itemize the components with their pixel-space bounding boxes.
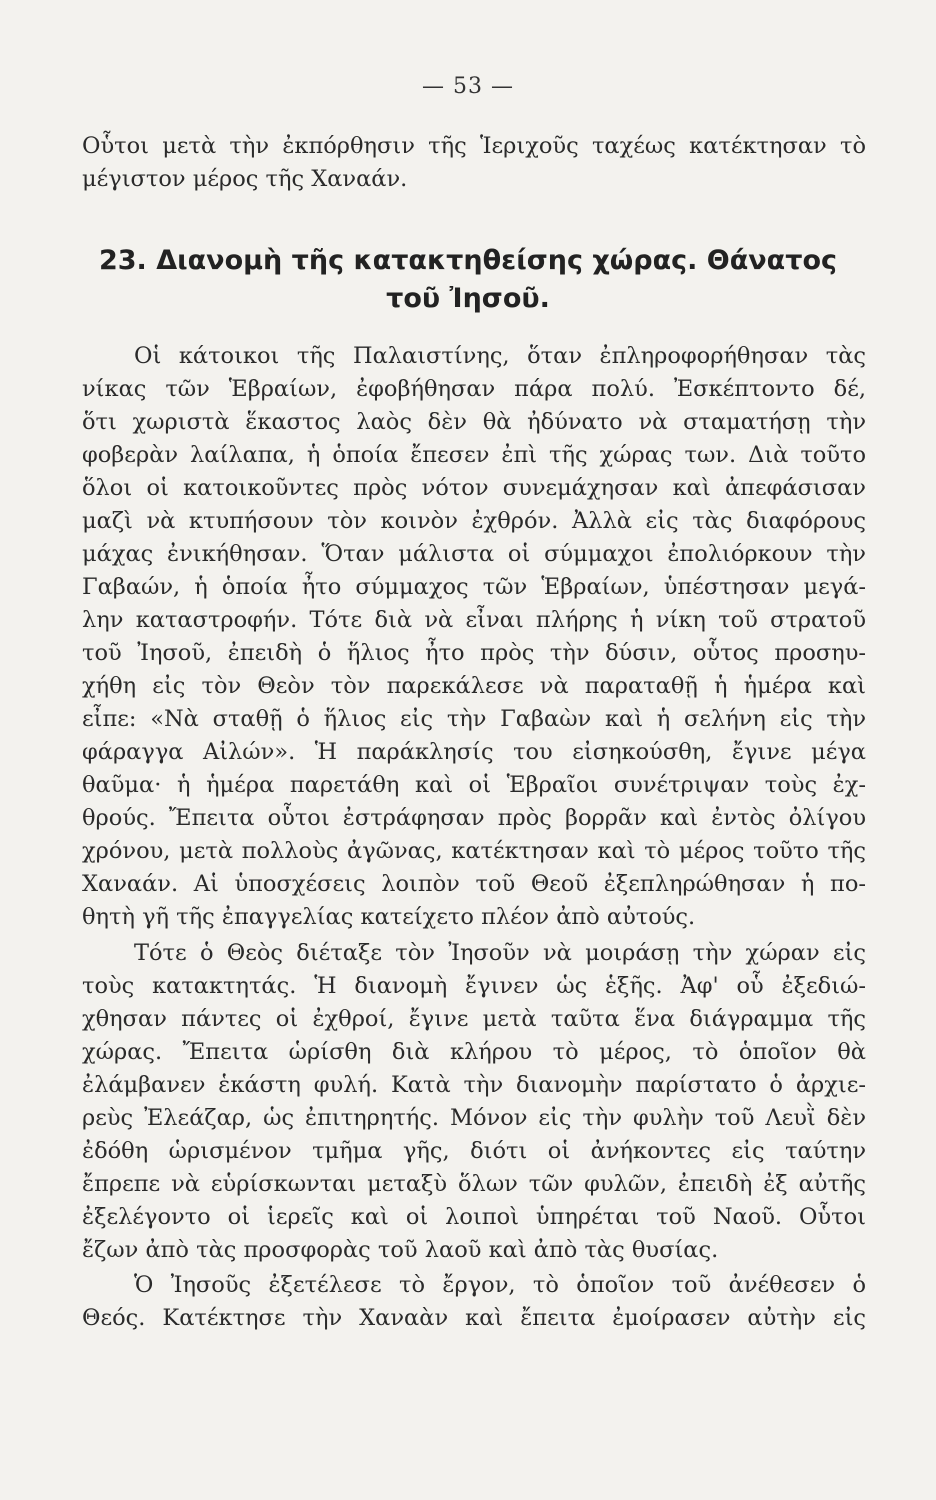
page-number: — 53 — bbox=[422, 74, 514, 99]
text-line: ἐδόθη ὡρισμένον τμῆμα γῆς, διότι οἱ ἀνήκοντες εἰς ταύτην bbox=[82, 1138, 866, 1164]
text-line: μάχας ἐνικήθησαν. Ὅταν μάλιστα οἱ σύμμαχοι ἐπολιόρκουν τὴν bbox=[82, 541, 866, 567]
text-line: μαζὶ νὰ κτυπήσουν τὸν κοινὸν ἐχθρόν. Ἀλλὰ εἰς τὰς διαφόρους bbox=[82, 508, 866, 534]
text-line: φοβερὰν λαίλαπα, ἡ ὁποία ἔπεσεν ἐπὶ τῆς χώρας των. Διὰ τοῦτο bbox=[82, 442, 866, 468]
text-line: νίκας τῶν Ἑβραίων, ἐφοβήθησαν πάρα πολύ. Ἐσκέπτοντο δέ, bbox=[82, 376, 866, 402]
text-line: θρούς. Ἔπειτα οὗτοι ἐστράφησαν πρὸς βορρᾶν καὶ ἐντὸς ὀλίγου bbox=[82, 805, 866, 831]
text-line: ἔπρεπε νὰ εὑρίσκωνται μεταξὺ ὅλων τῶν φυλῶν, ἐπειδὴ ἐξ αὐτῆς bbox=[82, 1171, 866, 1197]
text-line: μέγιστον μέρος τῆς Χαναάν. bbox=[82, 166, 408, 192]
text-line: ἐξελέγοντο οἱ ἱερεῖς καὶ οἱ λοιποὶ ὑπηρέται τοῦ Ναοῦ. Οὗτοι bbox=[82, 1204, 866, 1230]
text-line: Θεός. Κατέκτησε τὴν Χαναὰν καὶ ἔπειτα ἐμοίρασεν αὐτὴν εἰς bbox=[82, 1305, 866, 1331]
text-line: εἶπε: «Νὰ σταθῇ ὁ ἥλιος εἰς τὴν Γαβαὼν καὶ ἡ σελήνη εἰς τὴν bbox=[82, 706, 866, 732]
text-line: ἐλάμβανεν ἑκάστη φυλή. Κατὰ τὴν διανομὴν παρίστατο ὁ ἀρχιε- bbox=[82, 1072, 866, 1098]
section-heading-line: 23. Διανομὴ τῆς κατακτηθείσης χώρας. Θάνατος bbox=[98, 245, 838, 276]
text-line: ὅτι χωριστὰ ἕκαστος λαὸς δὲν θὰ ἠδύνατο νὰ σταματήσῃ τὴν bbox=[82, 409, 866, 435]
paragraph-3 bbox=[82, 1269, 866, 1335]
text-line: φάραγγα Αἰλών». Ἡ παράκλησίς του εἰσηκούσθη, ἔγινε μέγα bbox=[82, 739, 866, 765]
paragraph-1 bbox=[82, 340, 866, 934]
text-line: Γαβαών, ἡ ὁποία ἦτο σύμμαχος τῶν Ἑβραίων, ὑπέστησαν μεγά- bbox=[82, 574, 866, 600]
text-line: χρόνου, μετὰ πολλοὺς ἀγῶνας, κατέκτησαν καὶ τὸ μέρος τοῦτο τῆς bbox=[82, 838, 866, 864]
text-line: Οὗτοι μετὰ τὴν ἐκπόρθησιν τῆς Ἱεριχοῦς ταχέως κατέκτησαν τὸ bbox=[82, 133, 866, 159]
text-line: λην καταστροφήν. Τότε διὰ νὰ εἶναι πλήρης ἡ νίκη τοῦ στρατοῦ bbox=[82, 607, 866, 633]
text-line: Οἱ κάτοικοι τῆς Παλαιστίνης, ὅταν ἐπληροφορήθησαν τὰς bbox=[134, 343, 866, 369]
section-heading bbox=[0, 242, 936, 318]
text-line: θητὴ γῆ τῆς ἐπαγγελίας κατείχετο πλέον ἀπὸ αὐτούς. bbox=[82, 904, 696, 930]
text-line: τοῦ Ἰησοῦ, ἐπειδὴ ὁ ἥλιος ἦτο πρὸς τὴν δύσιν, οὗτος προσηυ- bbox=[82, 640, 866, 666]
text-line: ἔζων ἀπὸ τὰς προσφορὰς τοῦ λαοῦ καὶ ἀπὸ τὰς θυσίας. bbox=[82, 1237, 719, 1263]
text-line: ρεὺς Ἐλεάζαρ, ὡς ἐπιτηρητής. Μόνον εἰς τὴν φυλὴν τοῦ Λευῒ δὲν bbox=[82, 1105, 866, 1131]
section-heading-line: τοῦ Ἰησοῦ. bbox=[386, 283, 550, 314]
text-line: Τότε ὁ Θεὸς διέταξε τὸν Ἰησοῦν νὰ μοιράσῃ τὴν χώραν εἰς bbox=[134, 940, 866, 966]
text-line: χθησαν πάντες οἱ ἐχθροί, ἔγινε μετὰ ταῦτα ἕνα διάγραμμα τῆς bbox=[82, 1006, 866, 1032]
text-line: χώρας. Ἔπειτα ὡρίσθη διὰ κλήρου τὸ μέρος, τὸ ὁποῖον θὰ bbox=[82, 1039, 866, 1065]
text-line: χήθη εἰς τὸν Θεὸν τὸν παρεκάλεσε νὰ παραταθῇ ἡ ἡμέρα καὶ bbox=[82, 673, 866, 699]
text-line: τοὺς κατακτητάς. Ἡ διανομὴ ἔγινεν ὡς ἑξῆς. Ἀφ' οὗ ἐξεδιώ- bbox=[82, 973, 866, 999]
text-line: ὅλοι οἱ κατοικοῦντες πρὸς νότον συνεμάχησαν καὶ ἀπεφάσισαν bbox=[82, 475, 866, 501]
text-line: Χαναάν. Αἱ ὑποσχέσεις λοιπὸν τοῦ Θεοῦ ἐξεπληρώθησαν ἡ πο- bbox=[82, 871, 866, 897]
text-line: Ὁ Ἰησοῦς ἐξετέλεσε τὸ ἔργον, τὸ ὁποῖον τοῦ ἀνέθεσεν ὁ bbox=[134, 1272, 866, 1298]
intro-paragraph bbox=[82, 130, 866, 196]
paragraph-2 bbox=[82, 937, 866, 1267]
text-line: θαῦμα· ἡ ἡμέρα παρετάθη καὶ οἱ Ἑβραῖοι συνέτριψαν τοὺς ἐχ- bbox=[82, 772, 866, 798]
